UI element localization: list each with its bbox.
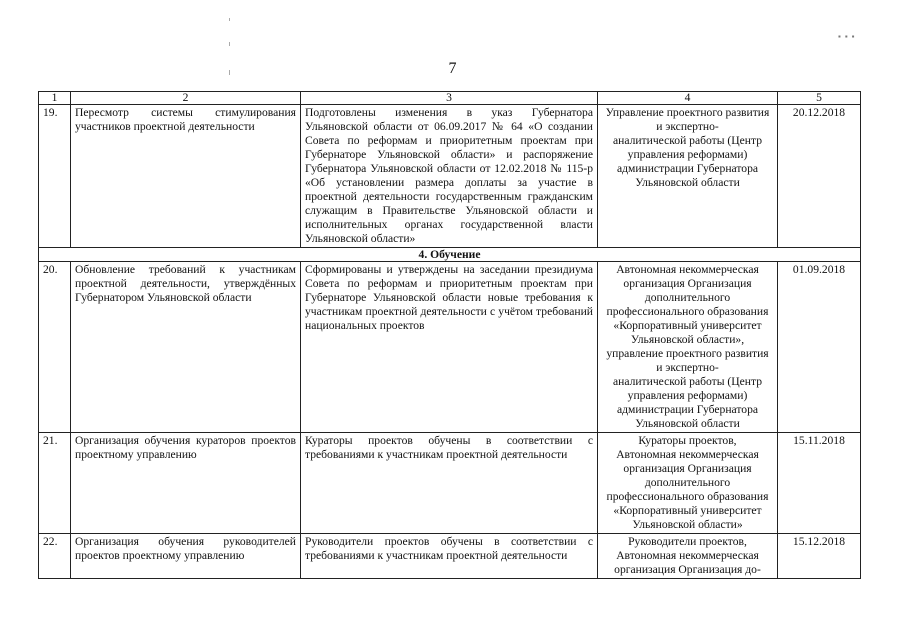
result-cell: Руководители проектов обучены в соответствии с требованиями к участникам проектной деятельности: [301, 534, 598, 579]
date-cell: 20.12.2018: [778, 105, 861, 248]
result-cell: Сформированы и утверждены на заседании президиума Совета по реформам и приоритетным проектам при Губернаторе Ульяновской области новые требования к участникам проектной деятельности с учётом требований национальных проектов: [301, 262, 598, 433]
header-cell: 5: [778, 92, 861, 105]
row-number: 19.: [39, 105, 71, 248]
result-cell: Подготовлены изменения в указ Губернатора Ульяновской области от 06.09.2017 № 64 «О создании Совета по реформам и приоритетным проектам при Губернаторе Ульяновской области» и распоряжение Губернатора Ульяновской области от 12.02.2018 № 115-р «Об установлении размера доплаты за участие в проектной деятельности государственным гражданским служащим в Правительстве Ульяновской области и исполнительных органах государственной власти Ульяновской области»: [301, 105, 598, 248]
responsible-cell: Руководители проектов, Автономная некоммерческая организация Организация до-: [598, 534, 778, 579]
table-row: [39, 433, 861, 534]
date-cell: 15.12.2018: [778, 534, 861, 579]
responsible-cell: Кураторы проектов, Автономная некоммерческая организация Организация дополнительного профессионального образования «Корпоративный университет Ульяновской области»: [598, 433, 778, 534]
row-number: 21.: [39, 433, 71, 534]
table-header-row: [39, 92, 861, 105]
header-cell: 4: [598, 92, 778, 105]
section-row: [39, 248, 861, 262]
date-cell: 01.09.2018: [778, 262, 861, 433]
scan-artifact: [229, 70, 230, 75]
event-cell: Пересмотр системы стимулирования участников проектной деятельности: [71, 105, 301, 248]
header-cell: 1: [39, 92, 71, 105]
row-number: 22.: [39, 534, 71, 579]
table-row: [39, 105, 861, 248]
section-title: 4. Обучение: [39, 248, 861, 262]
document-table: [38, 91, 861, 579]
result-cell: Кураторы проектов обучены в соответствии с требованиями к участникам проектной деятельности: [301, 433, 598, 534]
event-cell: Организация обучения кураторов проектов проектному управлению: [71, 433, 301, 534]
header-cell: 3: [301, 92, 598, 105]
scan-artifact: ▪ ▪ ▪: [838, 32, 855, 41]
table-row: [39, 534, 861, 579]
page-number: 7: [448, 60, 457, 77]
header-cell: 2: [71, 92, 301, 105]
event-cell: Организация обучения руководителей проектов проектному управлению: [71, 534, 301, 579]
scan-artifact: [229, 42, 230, 46]
responsible-cell: Управление проектного развития и экспертно- аналитической работы (Центр управления реформами) администрации Губернатора Ульяновской области: [598, 105, 778, 248]
event-cell: Обновление требований к участникам проектной деятельности, утверждённых Губернатором Ульяновской области: [71, 262, 301, 433]
table-row: [39, 262, 861, 433]
row-number: 20.: [39, 262, 71, 433]
responsible-cell: Автономная некоммерческая организация Организация дополнительного профессионального образования «Корпоративный университет Ульяновской области», управление проектного развития и экспертно- аналитической работы (Центр управления реформами) администрации Губернатора Ульяновской области: [598, 262, 778, 433]
date-cell: 15.11.2018: [778, 433, 861, 534]
scan-artifact: [229, 18, 230, 21]
